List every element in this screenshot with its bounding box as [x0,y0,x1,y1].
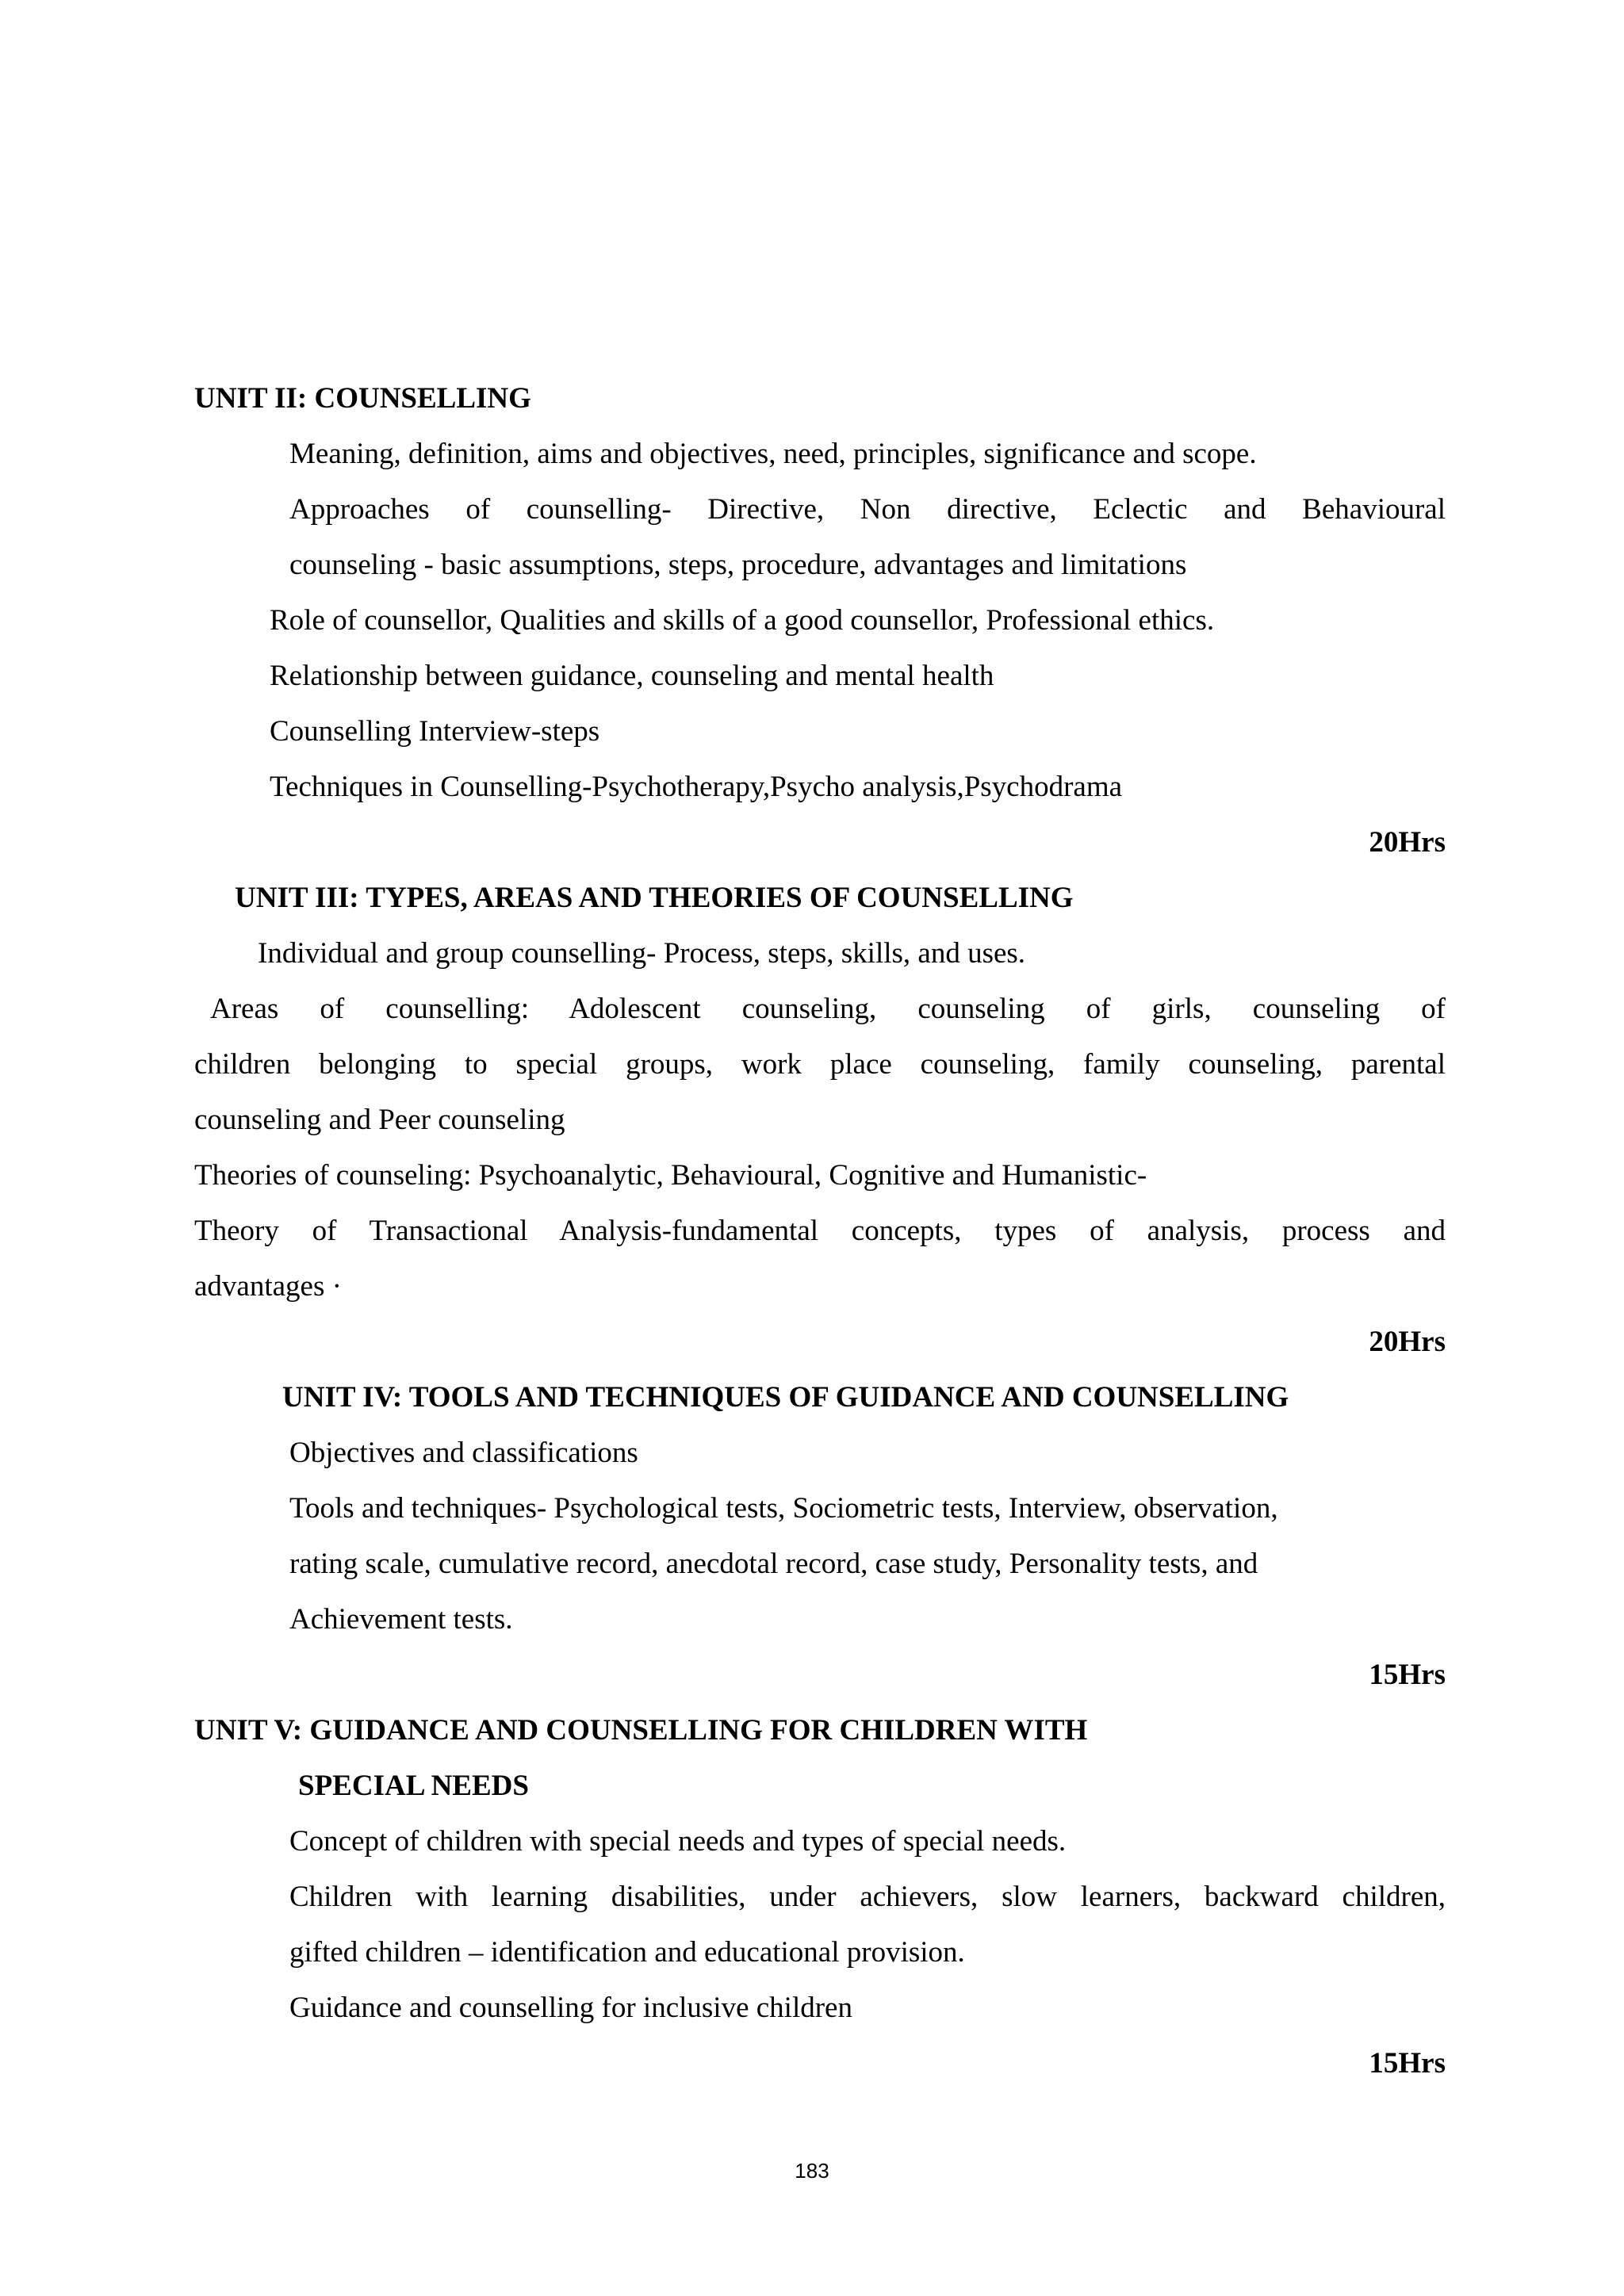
unit-text-line: Areas of counselling: Adolescent counseling, counseling of girls, counseling of [210,993,1446,1025]
unit-heading: UNIT II: COUNSELLING [194,382,531,415]
unit-text-line: Approaches of counselling- Directive, Non directive, Eclectic and Behavioural [289,493,1446,526]
unit-text-line: Objectives and classifications [289,1437,638,1469]
unit-hours: 20Hrs [1369,1326,1446,1358]
unit-text-line: Theory of Transactional Analysis-fundamental concepts, types of analysis, process and [194,1215,1446,1247]
unit-text-line: Guidance and counselling for inclusive children [289,1992,852,2024]
unit-text-line: Theories of counseling: Psychoanalytic, Behavioural, Cognitive and Humanistic- [194,1159,1147,1192]
unit-text-line: rating scale, cumulative record, anecdotal record, case study, Personality tests, and [289,1548,1258,1580]
unit-heading-continuation: SPECIAL NEEDS [298,1770,529,1802]
unit-heading: UNIT III: TYPES, AREAS AND THEORIES OF COUNSELLING [235,882,1074,914]
unit-text-line: Children with learning disabilities, under achievers, slow learners, backward children, [289,1881,1446,1913]
unit-text-line: Relationship between guidance, counseling and mental health [270,660,994,692]
unit-text-line: Individual and group counselling- Process, steps, skills, and uses. [258,937,1026,970]
unit-text-line: Achievement tests. [289,1603,513,1636]
unit-text-line: counseling and Peer counseling [194,1104,565,1136]
unit-hours: 20Hrs [1369,826,1446,859]
unit-text-line: Meaning, definition, aims and objectives, need, principles, significance and scope. [289,438,1257,470]
unit-text-line: Counselling Interview-steps [270,715,600,748]
unit-hours: 15Hrs [1369,2047,1446,2080]
unit-text-line: Tools and techniques- Psychological tests, Sociometric tests, Interview, observation, [289,1492,1278,1525]
page-number: 183 [795,2159,829,2183]
unit-text-line: Role of counsellor, Qualities and skills of a good counsellor, Professional ethics. [270,604,1215,637]
unit-text-line: children belonging to special groups, work place counseling, family counseling, parental [194,1048,1446,1081]
unit-text-line: advantages · [194,1270,342,1303]
unit-text-line: Concept of children with special needs and types of special needs. [289,1825,1067,1858]
unit-heading: UNIT IV: TOOLS AND TECHNIQUES OF GUIDANCE AND COUNSELLING [282,1381,1289,1414]
unit-heading: UNIT V: GUIDANCE AND COUNSELLING FOR CHILDREN WITH [194,1714,1088,1747]
unit-text-line: gifted children – identification and educational provision. [289,1936,965,1969]
unit-hours: 15Hrs [1369,1659,1446,1691]
unit-text-line: Techniques in Counselling-Psychotherapy,Psycho analysis,Psychodrama [270,771,1123,803]
unit-text-line: counseling - basic assumptions, steps, procedure, advantages and limitations [289,549,1187,581]
